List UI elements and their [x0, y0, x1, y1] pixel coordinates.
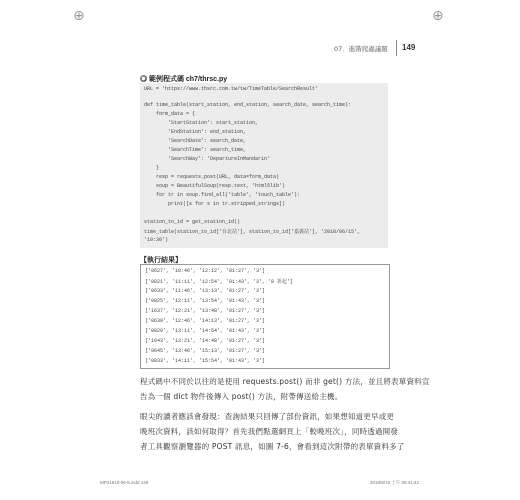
result-line: ['1643', '13:21', '14:48', '01:27', '3']: [145, 338, 266, 344]
result-line: ['1637', '12:21', '13:48', '01:27', '3']: [145, 308, 266, 314]
result-line: ['0833', '14:11', '15:54', '01:43', '3']: [145, 358, 266, 364]
code-line: 'SearchWay': 'DepartureInMandarin': [144, 156, 271, 162]
body-paragraph-line: 程式碼中不同於以往的是使用 requests.post() 而非 get() 方法，並且將表單資料宣: [140, 377, 430, 386]
code-line: form_data = {: [144, 111, 196, 117]
result-line: ['0829', '13:11', '14:54', '01:43', '3']: [145, 328, 266, 334]
body-paragraph-line: 告為一個 dict 物件後傳入 post() 方法，附帶傳送給主機。: [140, 392, 343, 401]
code-line: def time_table(start_station, end_station, search_date, search_time):: [144, 102, 352, 108]
footer-timestamp: 2018/9/19 上午 09:41:42: [370, 480, 420, 485]
body-paragraph-line: 眼尖的讀者應該會發現：查詢結果只回傳了部份資訊，如果想知道更早或更: [140, 412, 395, 421]
code-line: 'SearchDate': search_date,: [144, 138, 247, 144]
result-line: ['0633', '11:46', '13:13', '01:27', '3']: [145, 288, 266, 294]
code-block: [140, 83, 388, 248]
body-paragraph-line: 晚班次資料，該如何取得？首先我們點選網頁上「較晚班次」，同時透過開發: [140, 427, 399, 436]
page-number: 149: [402, 43, 416, 52]
result-line: ['0639', '12:46', '14:13', '01:27', '3']: [145, 318, 266, 324]
code-line: 'EndStation': end_station,: [144, 129, 247, 135]
body-paragraph-line: 者工具觀察瀏覽器的 POST 訊息，如圖 7-6，會看到這次附帶的表單資料多了: [140, 442, 405, 451]
header-divider: [396, 40, 397, 56]
code-line: soup = BeautifulSoup(resp.text, 'html5lib'): [144, 183, 286, 189]
result-line: ['0645', '13:46', '15:13', '01:27', '3']: [145, 348, 266, 354]
result-title: 【執行結果】: [140, 256, 182, 264]
code-line: for tr in soup.find_all('table', 'touch_table'):: [144, 192, 301, 198]
code-line: 'SearchTime': search_time,: [144, 147, 247, 153]
code-line: URL = 'https://www.thsrc.com.tw/tw/TimeTable/SearchResult': [144, 86, 319, 92]
code-line: '10:30'): [144, 237, 169, 243]
code-line: print([s for s in tr.stripped_strings]): [144, 201, 286, 207]
code-line: resp = requests.post(URL, data=form_data): [144, 174, 280, 180]
footer-file-info: MP21816-06-8.indd 149: [100, 480, 149, 485]
code-line: station_to_id = get_station_id(): [144, 219, 241, 225]
result-line: ['0627', '10:46', '12:12', '01:27', '3']: [145, 268, 266, 274]
result-block: [140, 264, 390, 369]
result-line: ['0821', '11:11', '12:54', '01:43', '3', '8 折起']: [145, 279, 294, 285]
code-example-title: ◎ 範例程式碼 ch7/thrsc.py: [140, 76, 228, 83]
result-line: ['0825', '12:11', '13:54', '01:43', '3']: [145, 298, 266, 304]
code-line: time_table(station_to_id['台北站'], station_to_id['嘉義站'], '2018/06/15',: [144, 229, 361, 235]
code-line: 'StartStation': start_station,: [144, 120, 259, 126]
code-line: }: [144, 165, 160, 171]
chapter-header: 07．進階爬蟲議題: [334, 45, 388, 53]
registration-mark-left-icon: ⊕: [73, 8, 85, 24]
registration-mark-right-icon: ⊕: [432, 8, 444, 24]
